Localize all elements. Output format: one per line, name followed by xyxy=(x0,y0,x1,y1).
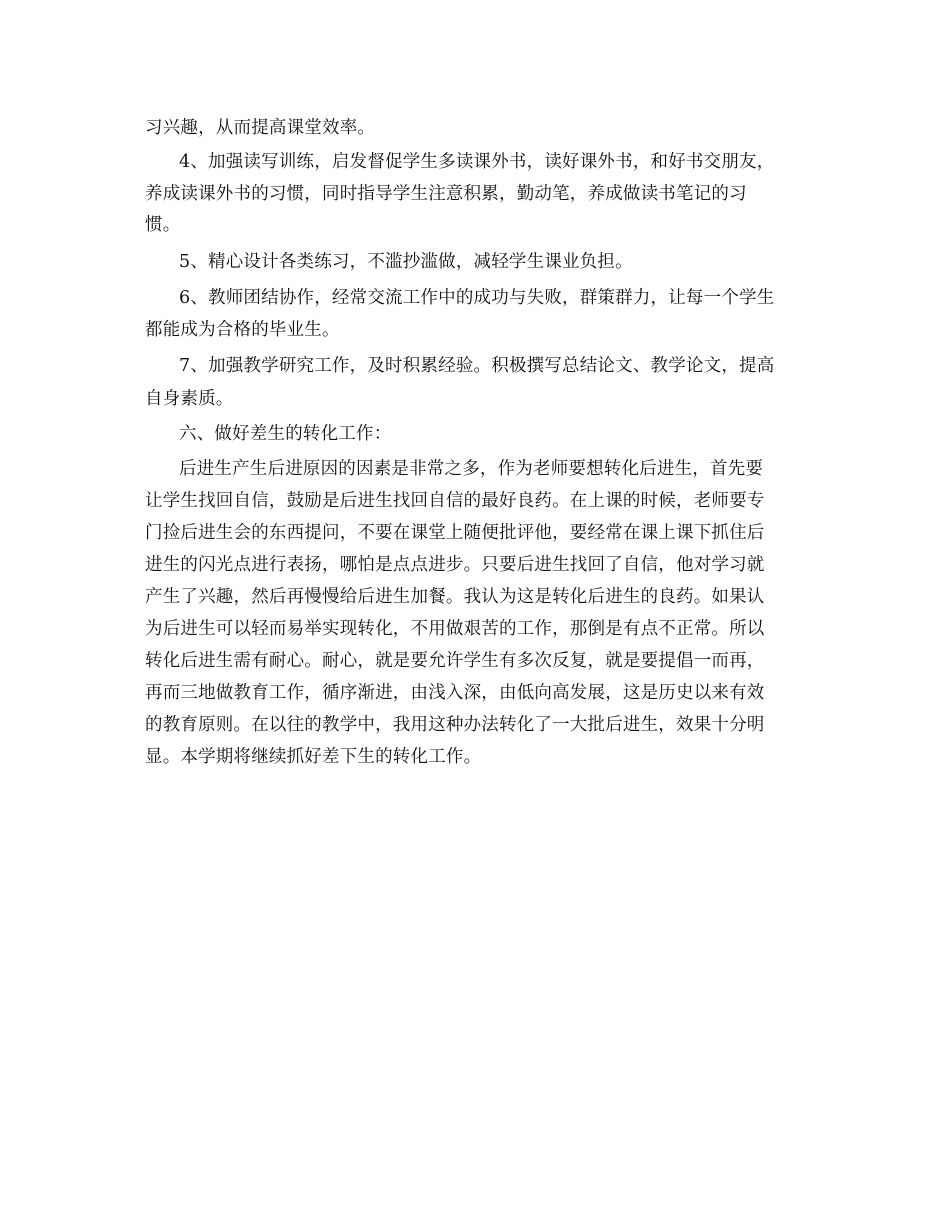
text-line: 转化后进生需有耐心。耐心，就是要允许学生有多次反复，就是要提倡一而再， xyxy=(145,651,765,671)
text-line: 都能成为合格的毕业生。 xyxy=(145,320,340,340)
text-line: 显。本学期将继续抓好差下生的转化工作。 xyxy=(145,747,482,767)
text-line: 后进生产生后进原因的因素是非常之多，作为老师要想转化后进生，首先要 xyxy=(179,459,764,479)
text-line: 6、教师团结协作，经常交流工作中的成功与失败，群策群力，让每一个学生 xyxy=(179,288,775,308)
text-line: 习兴趣，从而提高课堂效率。 xyxy=(145,118,376,138)
text-line: 产生了兴趣，然后再慢慢给后进生加餐。我认为这是转化后进生的良药。如果认 xyxy=(145,587,765,607)
section-heading: 六、做好差生的转化工作： xyxy=(179,424,392,444)
text-line: 为后进生可以轻而易举实现转化，不用做艰苦的工作，那倒是有点不正常。所以 xyxy=(145,619,765,639)
text-line: 7、加强教学研究工作，及时积累经验。积极撰写总结论文、教学论文，提高 xyxy=(179,356,775,376)
text-line: 再而三地做教育工作，循序渐进，由浅入深，由低向高发展，这是历史以来有效 xyxy=(145,683,765,703)
text-line: 让学生找回自信，鼓励是后进生找回自信的最好良药。在上课的时候，老师要专 xyxy=(145,491,765,511)
text-line: 自身素质。 xyxy=(145,389,234,409)
text-line: 的教育原则。在以往的教学中，我用这种办法转化了一大批后进生，效果十分明 xyxy=(145,715,765,735)
text-line: 养成读课外书的习惯，同时指导学生注意积累，勤动笔，养成做读书笔记的习 xyxy=(145,184,747,204)
text-line: 4、加强读写训练，启发督促学生多读课外书，读好课外书，和好书交朋友， xyxy=(179,152,775,172)
text-line: 进生的闪光点进行表扬，哪怕是点点进步。只要后进生找回了自信，他对学习就 xyxy=(145,555,765,575)
text-line: 惯。 xyxy=(145,215,181,235)
text-line: 5、精心设计各类练习，不滥抄滥做，减轻学生课业负担。 xyxy=(179,252,633,272)
text-line: 门捡后进生会的东西提问，不要在课堂上随便批评他，要经常在课上课下抓住后 xyxy=(145,523,765,543)
